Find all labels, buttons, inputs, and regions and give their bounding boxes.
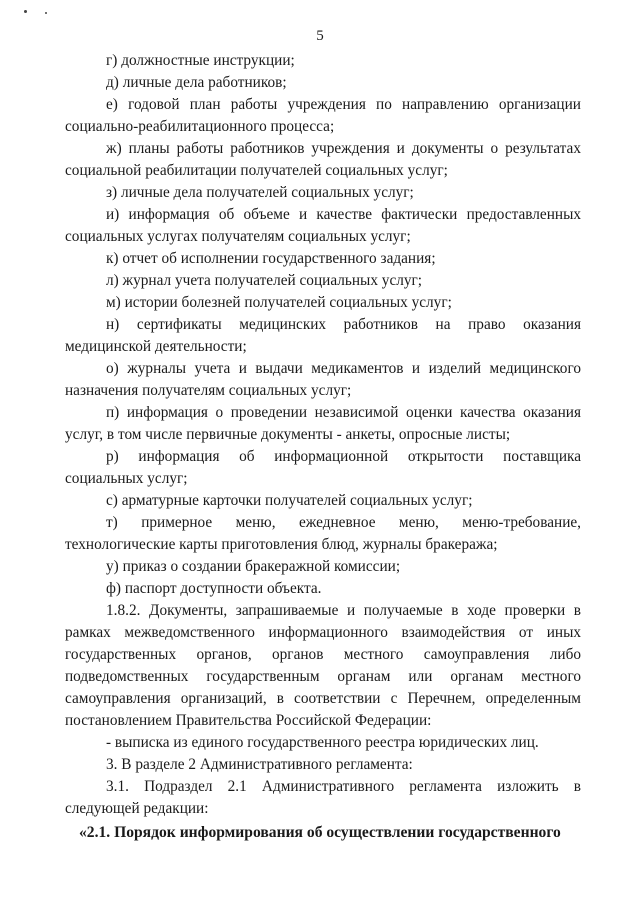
paragraph: п) информация о проведении независимой оценки качества оказания услуг, в том числе первичные документы - анкеты, опросные листы; (65, 404, 581, 443)
paragraph: г) должностные инструкции; (106, 52, 295, 69)
paragraph: - выписка из единого государственного реестра юридических лиц. (106, 734, 539, 751)
paragraph: р) информация об информационной открытости поставщика социальных услуг; (65, 448, 581, 487)
paragraph: к) отчет об исполнении государственного задания; (106, 250, 436, 267)
paragraph: 3. В разделе 2 Административного регламента: (106, 756, 413, 773)
paragraph: и) информация об объеме и качестве фактически предоставленных социальных услугах получателям социальных услуг; (65, 206, 581, 245)
scan-speck (24, 10, 27, 13)
paragraph: д) личные дела работников; (106, 74, 287, 91)
section-heading: «2.1. Порядок информирования об осуществлении государственного (79, 824, 561, 841)
paragraph: з) личные дела получателей социальных услуг; (106, 184, 414, 201)
page-number: 5 (316, 28, 324, 44)
paragraph: ж) планы работы работников учреждения и документы о результатах социальной реабилитации получателей социальных услуг; (65, 140, 581, 179)
paragraph: ф) паспорт доступности объекта. (106, 580, 322, 597)
paragraph: о) журналы учета и выдачи медикаментов и изделий медицинского назначения получателям социальных услуг; (65, 360, 581, 399)
paragraph: с) арматурные карточки получателей социальных услуг; (106, 492, 473, 509)
paragraph: н) сертификаты медицинских работников на право оказания медицинской деятельности; (65, 316, 581, 355)
scan-speck (45, 12, 47, 14)
paragraph: 1.8.2. Документы, запрашиваемые и получаемые в ходе проверки в рамках межведомственного информационного взаимодействия от иных государственных органов, органов местного самоуправления либо подведомственных государственным органам или органам местного самоуправления организаций, в соответствии с Перечнем, определенным постановлением Правительства Российской Федерации: (65, 602, 581, 729)
paragraph: м) истории болезней получателей социальных услуг; (106, 294, 452, 311)
paragraph: у) приказ о создании бракеражной комиссии; (106, 558, 401, 575)
paragraph: л) журнал учета получателей социальных услуг; (106, 272, 423, 289)
paragraph: т) примерное меню, ежедневное меню, меню-требование, технологические карты приготовления блюд, журналы бракеража; (65, 514, 581, 553)
paragraph: е) годовой план работы учреждения по направлению организации социально-реабилитационного процесса; (65, 96, 581, 135)
paragraph: 3.1. Подраздел 2.1 Административного регламента изложить в следующей редакции: (65, 778, 581, 817)
document-body (65, 50, 581, 844)
